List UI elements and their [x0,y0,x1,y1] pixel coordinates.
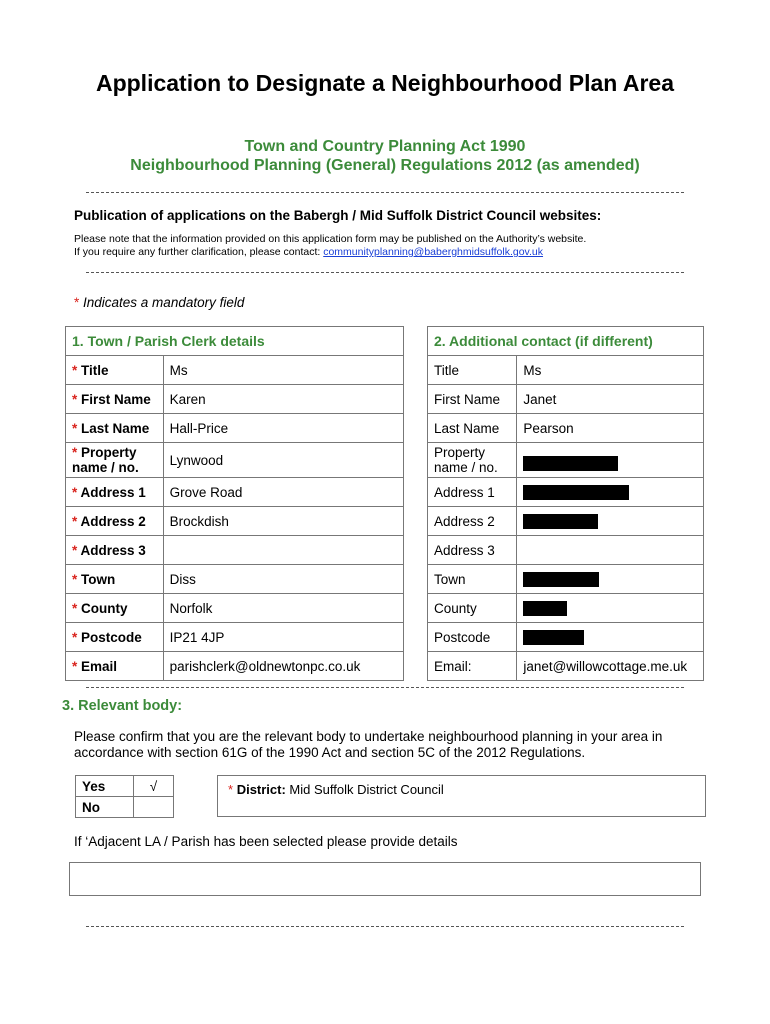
relevant-body-heading: 3. Relevant body: [62,698,183,714]
contact-address-3-field[interactable] [517,536,704,565]
clarification-prefix: If you require any further clarification, please contact: [74,246,324,258]
divider [86,192,684,193]
clerk-row-last-name [66,414,404,443]
contact-label-title: Title [428,356,517,385]
contact-row-county [428,594,704,623]
adjacent-details-field[interactable] [69,862,701,896]
clerk-label-address-1: Address 1 [80,484,146,500]
required-asterisk: * [72,391,78,407]
no-checkbox[interactable] [134,797,174,818]
required-asterisk: * [72,658,78,674]
clerk-title-field[interactable]: Ms [163,356,403,385]
contact-label-town: Town [428,565,517,594]
contact-label-first-name: First Name [428,385,517,414]
contact-row-title [428,356,704,385]
contact-last-name-field[interactable]: Pearson [517,414,704,443]
mandatory-note [74,295,244,310]
contact-address-2-field[interactable] [517,507,704,536]
clerk-label-county: County [81,600,128,616]
district-field[interactable] [217,775,706,817]
contact-row-last-name [428,414,704,443]
clerk-label-address-3: Address 3 [80,542,146,558]
clerk-county-field[interactable]: Norfolk [163,594,403,623]
contact-label-last-name: Last Name [428,414,517,443]
clerk-row-postcode [66,623,404,652]
clerk-address-3-field[interactable] [163,536,403,565]
contact-address-1-field[interactable] [517,478,704,507]
clerk-postcode-field[interactable]: IP21 4JP [163,623,403,652]
contact-row-address-2 [428,507,704,536]
clerk-row-address-3 [66,536,404,565]
clerk-details-heading: 1. Town / Parish Clerk details [66,327,404,356]
relevant-body-confirm-text: Please confirm that you are the relevant body to undertake neighbourhood planning in your area in accordance with section 61G of the 1990 Act and section 5C of the 2012 Regulations. [74,729,663,760]
clerk-address-1-field[interactable]: Grove Road [163,478,403,507]
contact-property-field[interactable] [517,443,704,478]
clerk-row-title [66,356,404,385]
contact-title-field[interactable]: Ms [517,356,704,385]
clerk-last-name-field[interactable]: Hall-Price [163,414,403,443]
contact-label-county: County [428,594,517,623]
yes-checkbox[interactable]: √ [134,776,174,797]
district-value: Mid Suffolk District Council [285,782,444,797]
clerk-label-property: Property name / no. [72,445,139,475]
clerk-details-table [65,326,404,681]
required-asterisk: * [228,782,234,797]
required-asterisk: * [72,362,78,378]
district-label: District: [236,782,286,797]
clerk-row-address-2 [66,507,404,536]
clerk-label-address-2: Address 2 [80,513,146,529]
yes-row [76,776,174,797]
clerk-address-2-field[interactable]: Brockdish [163,507,403,536]
redaction-block [523,514,598,529]
clerk-first-name-field[interactable]: Karen [163,385,403,414]
page-title: Application to Designate a Neighbourhood Plan Area [95,70,675,96]
divider [86,687,684,688]
contact-row-postcode [428,623,704,652]
yes-label: Yes [76,776,134,797]
no-label: No [76,797,134,818]
contact-email-link[interactable]: communityplanning@baberghmidsuffolk.gov.uk [323,246,544,258]
no-row [76,797,174,818]
yes-no-table [75,775,174,818]
clerk-row-first-name [66,385,404,414]
required-asterisk: * [72,571,78,587]
subtitle-regulations: Neighbourhood Planning (General) Regulations 2012 (as amended) [130,157,640,174]
clerk-row-email [66,652,404,681]
clerk-row-county [66,594,404,623]
clerk-label-first-name: First Name [81,391,151,407]
additional-contact-table [427,326,704,681]
required-asterisk: * [72,600,78,616]
clerk-label-last-name: Last Name [81,420,150,436]
asterisk: * [74,295,80,310]
redaction-block [523,572,599,587]
clerk-label-email: Email [81,658,118,674]
divider [86,926,684,927]
required-asterisk: * [72,629,78,645]
contact-town-field[interactable] [517,565,704,594]
contact-first-name-field[interactable]: Janet [517,385,704,414]
clerk-label-town: Town [81,571,116,587]
required-asterisk: * [72,513,78,529]
redaction-block [523,601,567,616]
contact-label-address-3: Address 3 [428,536,517,565]
required-asterisk: * [72,484,78,500]
contact-county-field[interactable] [517,594,704,623]
clerk-label-postcode: Postcode [81,629,142,645]
contact-row-property [428,443,704,478]
contact-label-address-2: Address 2 [428,507,517,536]
clerk-row-property [66,443,404,478]
contact-row-address-1 [428,478,704,507]
clerk-row-town [66,565,404,594]
contact-postcode-field[interactable] [517,623,704,652]
clerk-email-field[interactable]: parishclerk@oldnewtonpc.co.uk [163,652,403,681]
clerk-label-title: Title [81,362,109,378]
additional-contact-heading: 2. Additional contact (if different) [428,327,704,356]
redaction-block [523,485,629,500]
subtitle-act: Town and Country Planning Act 1990 [244,138,526,155]
contact-label-email: Email: [428,652,517,681]
contact-row-town [428,565,704,594]
required-asterisk: * [72,445,78,460]
mandatory-text: Indicates a mandatory field [79,295,245,310]
redaction-block [523,630,584,645]
contact-row-first-name [428,385,704,414]
divider [86,272,684,273]
clerk-row-address-1 [66,478,404,507]
publication-heading: Publication of applications on the Babergh / Mid Suffolk District Council websites: [74,208,602,223]
adjacent-details-label: If ‘Adjacent LA / Parish has been selected please provide details [74,834,458,849]
contact-row-address-3 [428,536,704,565]
contact-email-field[interactable]: janet@willowcottage.me.uk [517,652,704,681]
contact-label-property: Property name / no. [428,443,517,478]
contact-label-postcode: Postcode [428,623,517,652]
contact-row-email [428,652,704,681]
required-asterisk: * [72,420,78,436]
publication-note: Please note that the information provided on this application form may be published on the Authority’s website. [74,233,587,245]
clerk-property-field[interactable]: Lynwood [163,443,403,478]
redaction-block [523,456,618,471]
required-asterisk: * [72,542,78,558]
clarification-note [74,246,543,259]
contact-label-address-1: Address 1 [428,478,517,507]
clerk-town-field[interactable]: Diss [163,565,403,594]
